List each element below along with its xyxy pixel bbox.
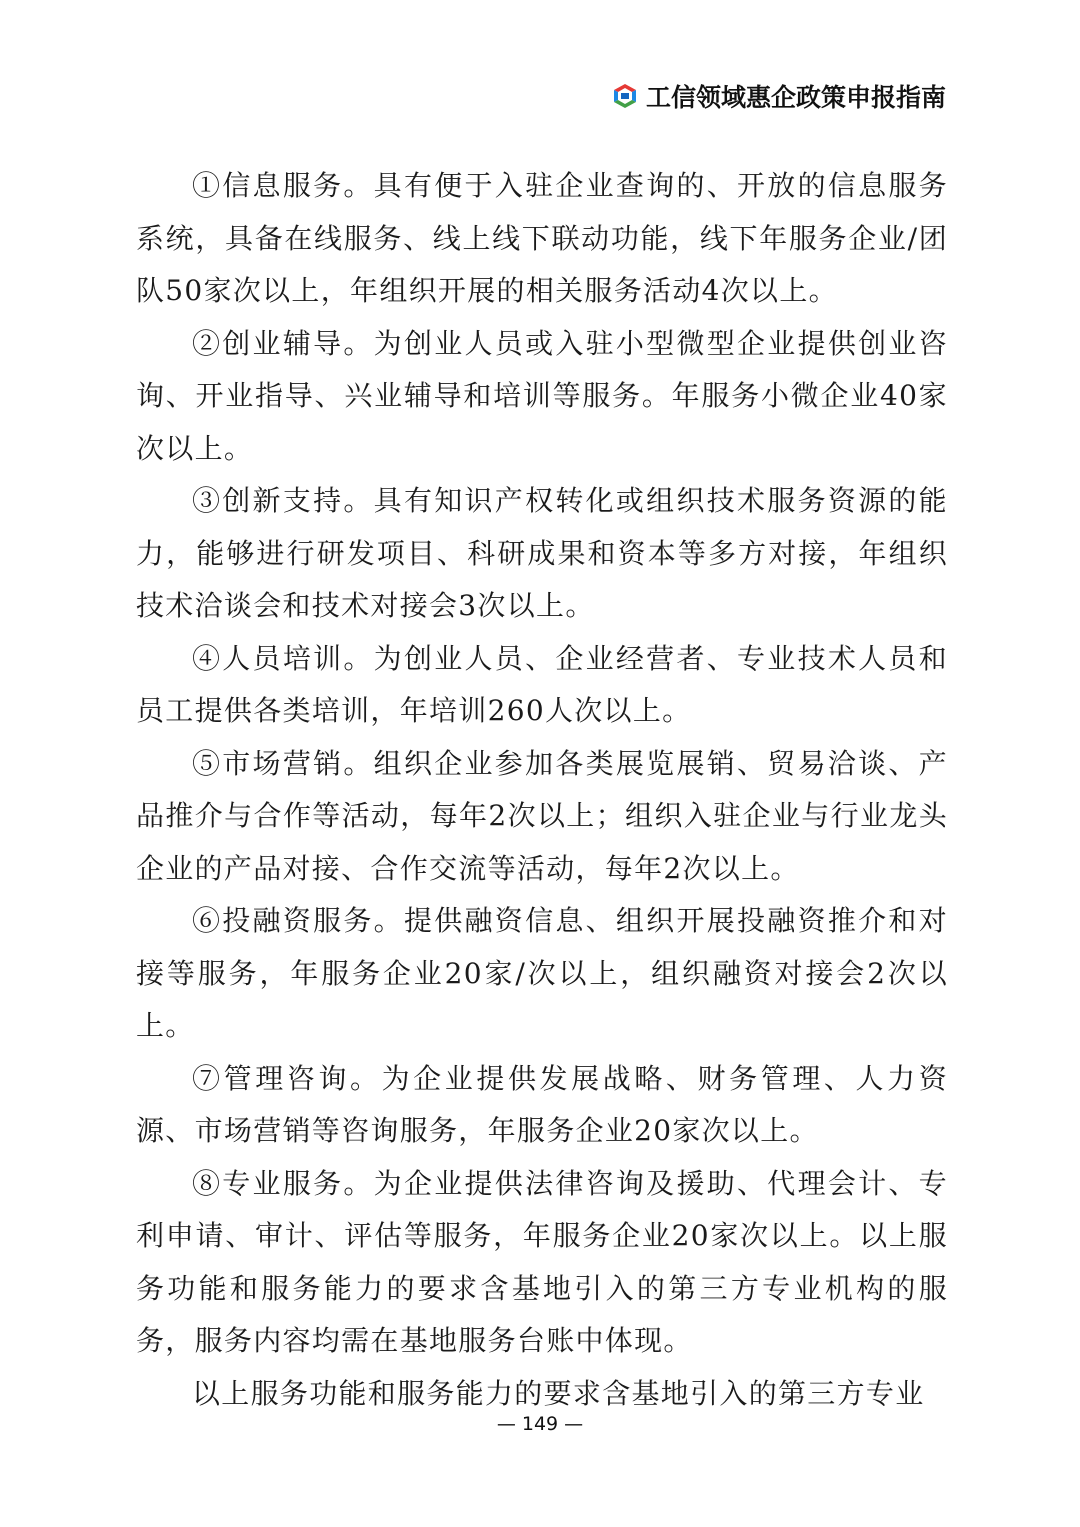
paragraph-financing-service: ⑥投融资服务。提供融资信息、组织开展投融资推介和对接等服务，年服务企业20家/次以上，组织融资对接会2次以上。 [136,904,948,1042]
paragraph-professional-service: ⑧专业服务。为企业提供法律咨询及援助、代理会计、专利申请、审计、评估等服务，年服务企业20家次以上。以上服务功能和服务能力的要求含基地引入的第三方专业机构的服务，服务内容均需在基地服务台账中体现。 [136,1166,948,1357]
paragraph-info-service: ①信息服务。具有便于入驻企业查询的、开放的信息服务系统，具备在线服务、线上线下联动功能，线下年服务企业/团队50家次以上，年组织开展的相关服务活动4次以上。 [136,169,948,307]
paragraph-startup-guidance: ②创业辅导。为创业人员或入驻小型微型企业提供创业咨询、开业指导、兴业辅导和培训等服务。年服务小微企业40家次以上。 [136,326,948,465]
guide-logo-icon [610,81,640,111]
paragraph-summary: 以上服务功能和服务能力的要求含基地引入的第三方专业 [192,1376,925,1410]
paragraph-management-consulting: ⑦管理咨询。为企业提供发展战略、财务管理、人力资源、市场营销等咨询服务，年服务企业20家次以上。 [136,1061,948,1147]
page-header [610,78,946,114]
body-text [136,160,948,1420]
paragraph-innovation-support: ③创新支持。具有知识产权转化或组织技术服务资源的能力，能够进行研发项目、科研成果和资本等多方对接，年组织技术洽谈会和技术对接会3次以上。 [136,484,948,622]
paragraph-marketing: ⑤市场营销。组织企业参加各类展览展销、贸易洽谈、产品推介与合作等活动，每年2次以上；组织入驻企业与行业龙头企业的产品对接、合作交流等活动，每年2次以上。 [136,746,948,885]
page-number: — 149 — [496,1413,584,1435]
page-footer [0,1413,1080,1435]
header-title: 工信领域惠企政策申报指南 [645,83,946,112]
paragraph-staff-training: ④人员培训。为创业人员、企业经营者、专业技术人员和员工提供各类培训，年培训260人次以上。 [136,641,948,727]
